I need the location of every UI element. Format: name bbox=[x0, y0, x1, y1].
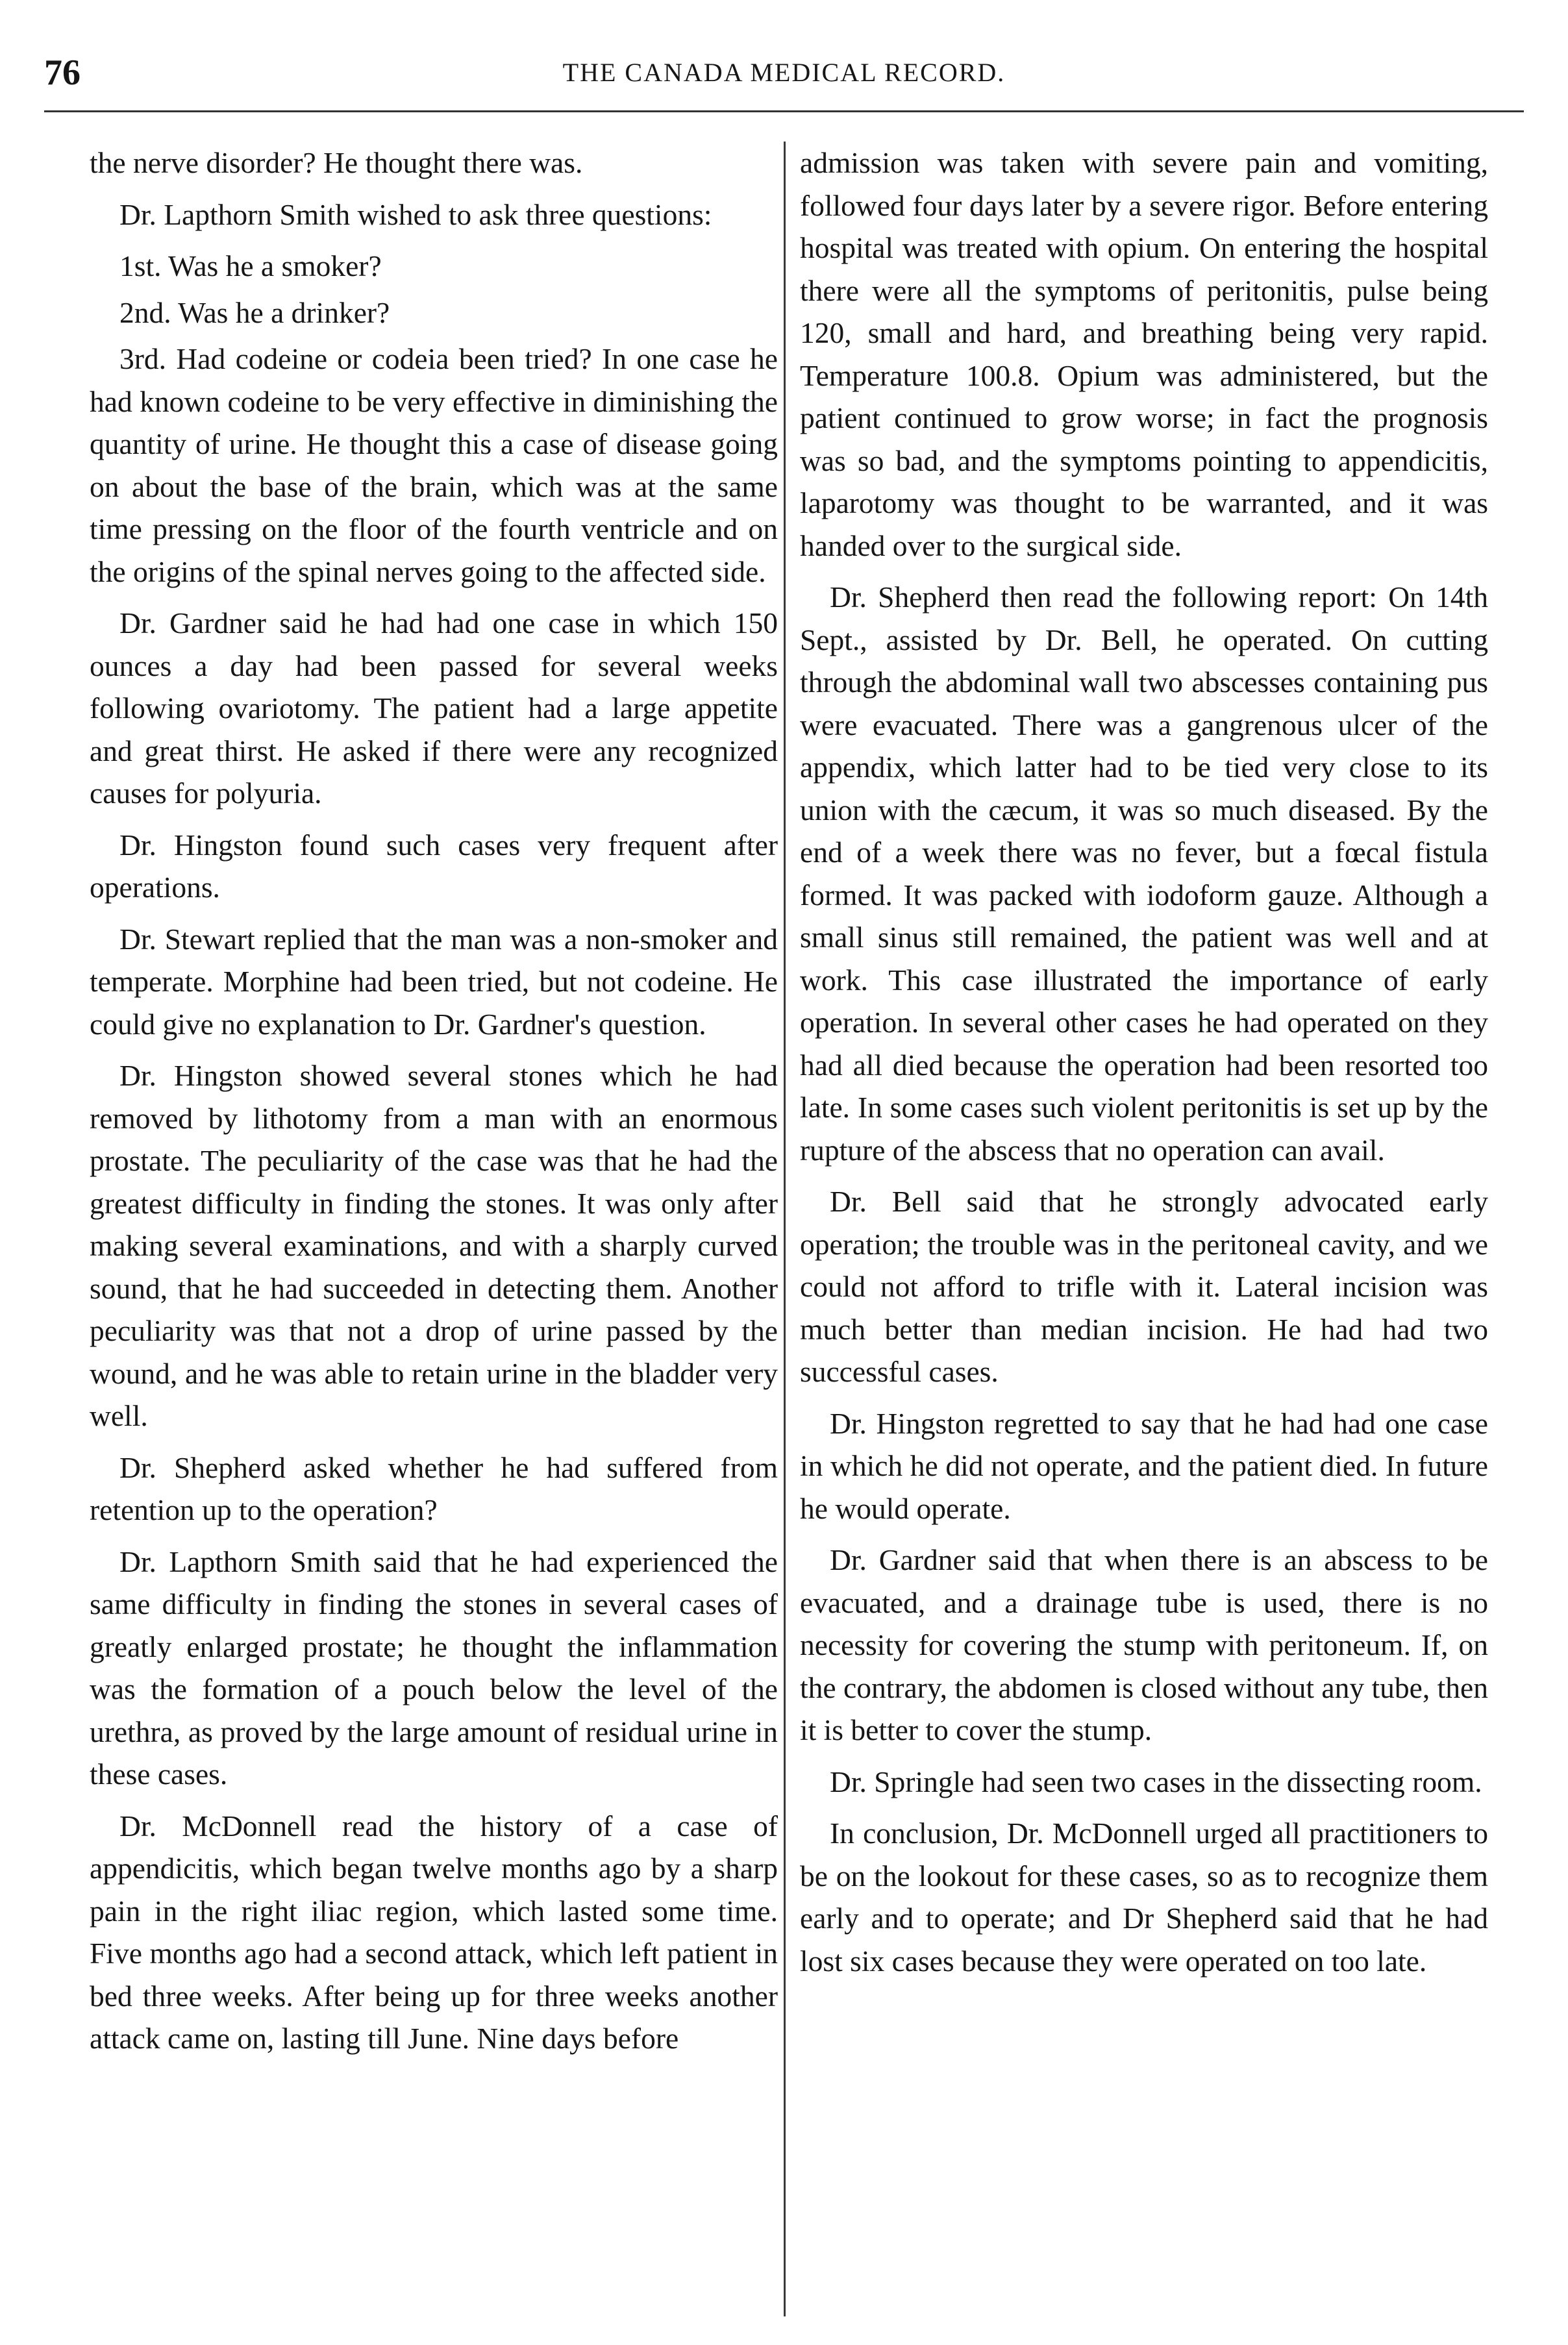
page-number: 76 bbox=[44, 53, 81, 93]
paragraph: Dr. Lapthorn Smith said that he had experienced the same difficulty in finding the stones in several cases of greatly enlarged prostate; he thought the inflammation was the formation of a pouch below the level of the urethra, as proved by the large amount of residual urine in these cases. bbox=[90, 1545, 778, 1791]
header-rule bbox=[44, 110, 1524, 112]
paragraph: the nerve disorder? He thought there was. bbox=[90, 146, 583, 179]
paragraph: Dr. Hingston found such cases very frequent after operations. bbox=[90, 828, 778, 904]
paragraph: Dr. Hingston showed several stones which he had removed by lithotomy from a man with an enormous prostate. The peculiarity of the case was that he had the greatest difficulty in finding the stones. It was only after making several examinations, and with a sharply curved sound, that he had succeeded in detecting them. Another peculiarity was that not a drop of urine passed by the wound, and he was able to retain urine in the bladder very well. bbox=[90, 1059, 778, 1432]
paragraph: In conclusion, Dr. McDonnell urged all practitioners to be on the lookout for these cases, so as to recognize them early and to operate; and Dr Shepherd said that he had lost six cases because they were operated on too late. bbox=[800, 1817, 1488, 1978]
paragraph: Dr. Springle had seen two cases in the dissecting room. bbox=[830, 1765, 1482, 1798]
paragraph: Dr. Bell said that he strongly advocated early operation; the trouble was in the peritoneal cavity, and we could not afford to trifle with it. Lateral incision was much better than median incision. He had had two successful cases. bbox=[800, 1185, 1488, 1388]
question-item: 2nd. Was he a drinker? bbox=[119, 295, 390, 329]
right-column bbox=[800, 142, 1488, 2316]
paragraph: admission was taken with severe pain and vomiting, followed four days later by a severe rigor. Before entering hospital was treated with opium. On entering the hospital there were all the symptoms of peritonitis, pulse being 120, small and hard, and breathing being very rapid. Temperature 100.8. Opium was administered, but the patient continued to grow worse; in fact the prognosis was so bad, and the symptoms pointing to appendicitis, laparotomy was thought to be warranted, and it was handed over to the surgical side. bbox=[800, 146, 1488, 562]
paragraph: Dr. Shepherd asked whether he had suffered from retention up to the operation? bbox=[90, 1450, 778, 1526]
paragraph: Dr. McDonnell read the history of a case of appendicitis, which began twelve months ago by a sharp pain in the right iliac region, which lasted some time. Five months ago had a second attack, which left patient in bed three weeks. After being up for three weeks another attack came on, lasting till June. Nine days before bbox=[90, 1809, 778, 2055]
question-item: 1st. Was he a smoker? bbox=[119, 249, 382, 282]
paragraph: Dr. Lapthorn Smith wished to ask three questions: bbox=[119, 197, 712, 231]
paragraph: Dr. Shepherd then read the following report: On 14th Sept., assisted by Dr. Bell, he operated. On cutting through the abdominal wall two abscesses containing pus were evacuated. There was a gangrenous ulcer of the appendix, which latter had to be tied very close to its union with the cæcum, it was so much diseased. By the end of a week there was no fever, but a fœcal fistula formed. It was packed with iodoform gauze. Although a small sinus still remained, the patient was well and at work. This case illustrated the importance of early operation. In several other cases he had operated on they had all died because the operation had been resorted too late. In some cases such violent peritonitis is set up by the rupture of the abscess that no operation can avail. bbox=[800, 580, 1488, 1167]
left-column bbox=[90, 142, 778, 2316]
paragraph: Dr. Gardner said he had had one case in which 150 ounces a day had been passed for several weeks following ovariotomy. The patient had a large appetite and great thirst. He asked if there were any recognized causes for polyuria. bbox=[90, 606, 778, 810]
column-divider bbox=[784, 142, 786, 2316]
running-head: THE CANADA MEDICAL RECORD. bbox=[562, 58, 1006, 87]
paragraph: Dr. Gardner said that when there is an abscess to be evacuated, and a drainage tube is used, there is no necessity for covering the stump with peritoneum. If, on the contrary, the abdomen is closed without any tube, then it is better to cover the stump. bbox=[800, 1543, 1488, 1746]
paragraph: Dr. Hingston regretted to say that he had had one case in which he did not operate, and the patient died. In future he would operate. bbox=[800, 1406, 1488, 1525]
paragraph: Dr. Stewart replied that the man was a non-smoker and temperate. Morphine had been tried, but not codeine. He could give no explanation to Dr. Gardner's question. bbox=[90, 922, 778, 1041]
paragraph: 3rd. Had codeine or codeia been tried? In one case he had known codeine to be very effective in diminishing the quantity of urine. He thought this a case of disease going on about the base of the brain, which was at the same time pressing on the floor of the fourth ventricle and on the origins of the spinal nerves going to the affected side. bbox=[90, 342, 778, 588]
